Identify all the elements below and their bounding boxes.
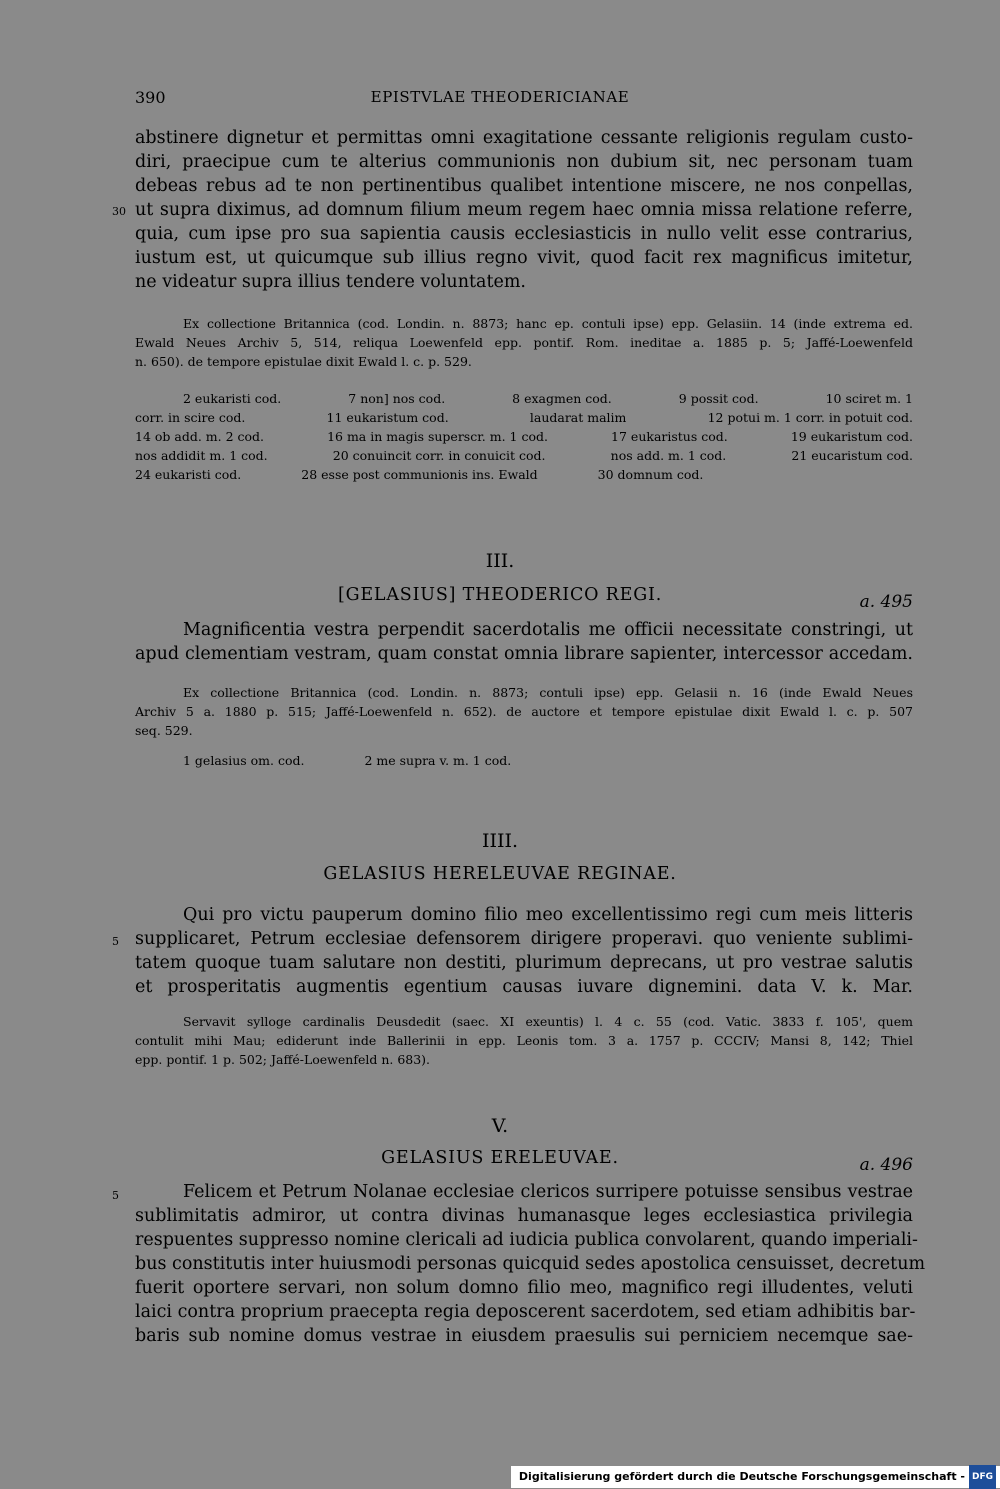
text-line: respuentes suppresso nomine clericali ad iudicia publica convolarent, quando imperiali- <box>135 1230 918 1250</box>
running-title: EPISTVLAE THEODERICIANAE <box>370 88 630 106</box>
apparatus-entry: 9 possit cod. <box>678 391 759 406</box>
text-line: Qui pro victu pauperum domino filio meo excellentissimo regi cum meis litteris <box>183 905 913 925</box>
section-title: GELASIUS ERELEUVAE. <box>381 1148 619 1168</box>
text-line: diri, praecipue cum te alterius communionis non dubium sit, nec personam tuam <box>135 152 913 172</box>
note-line: Archiv 5 a. 1880 p. 515; Jaffé-Loewenfeld n. 652). de auctore et tempore epistulae dixit Ewald l. c. p. 507 <box>135 704 913 719</box>
text-line: ne videatur supra illius tendere voluntatem. <box>135 272 526 292</box>
apparatus-entry: 12 potui m. 1 corr. in potuit cod. <box>707 410 913 425</box>
apparatus-entry: 20 conuincit corr. in conuicit cod. <box>332 448 546 463</box>
note-line: seq. 529. <box>135 723 193 738</box>
text-line: supplicaret, Petrum ecclesiae defensorem dirigere properavi. quo veniente sublimi- <box>135 929 913 949</box>
note-line: epp. pontif. 1 p. 502; Jaffé-Loewenfeld n. 683). <box>135 1052 431 1067</box>
section-number: IIII. <box>481 830 519 852</box>
text-line: Magnificentia vestra perpendit sacerdotalis me officii necessitate constringi, ut <box>183 620 913 640</box>
page-number: 390 <box>135 88 166 107</box>
text-line: quia, cum ipse pro sua sapientia causis ecclesiasticis in nullo velit esse contrarius, <box>135 224 913 244</box>
line-number-marker: 30 <box>112 205 126 218</box>
source-note-section-3 <box>135 683 913 741</box>
apparatus-entry: 21 eucaristum cod. <box>791 448 913 463</box>
footer-text: Digitalisierung gefördert durch die Deutsche Forschungsgemeinschaft - <box>518 1470 965 1483</box>
critical-apparatus-block-1 <box>135 389 913 487</box>
main-text-block-1 <box>135 126 913 298</box>
section-date: a. 496 <box>859 1155 913 1175</box>
apparatus-entry: 24 eukaristi cod. <box>135 467 242 482</box>
section-title: [GELASIUS] THEODERICO REGI. <box>337 585 663 605</box>
text-line: abstinere dignetur et permittas omni exagitatione cessante religionis regulam custo- <box>135 128 913 148</box>
main-text-section-3 <box>135 618 913 668</box>
apparatus-entry: 11 eukaristum cod. <box>326 410 449 425</box>
apparatus-entry: 2 eukaristi cod. <box>183 391 282 406</box>
apparatus-entry: 16 ma in magis superscr. m. 1 cod. <box>327 429 548 444</box>
apparatus-entry: 8 exagmen cod. <box>512 391 612 406</box>
section-title: GELASIUS HERELEUVAE REGINAE. <box>323 864 677 884</box>
section-number: V. <box>491 1115 509 1137</box>
section-date: a. 495 <box>859 592 913 612</box>
text-line: bus constitutis inter huiusmodi personas quicquid sedes apostolica censuisset, decretum <box>135 1254 926 1274</box>
text-line: apud clementiam vestram, quam constat omnia librare sapienter, intercessor accedam. <box>135 644 913 664</box>
apparatus-entry: 19 eukaristum cod. <box>790 429 913 444</box>
line-number-marker: 5 <box>112 1189 119 1202</box>
note-line: Ex collectione Britannica (cod. Londin. n. 8873; contuli ipse) epp. Gelasii n. 16 (inde Ewald Neues <box>183 685 913 700</box>
apparatus-entry: 7 non] nos cod. <box>348 391 446 406</box>
note-line: Ex collectione Britannica (cod. Londin. n. 8873; hanc ep. contuli ipse) epp. Gelasiin. 14 (inde extrema ed. <box>183 316 913 331</box>
section-number: III. <box>485 550 515 572</box>
apparatus-entry: 30 domnum cod. <box>597 467 704 482</box>
critical-apparatus-section-3 <box>135 751 913 771</box>
apparatus-entry: 1 gelasius om. cod. <box>183 753 305 768</box>
note-line: Ewald Neues Archiv 5, 514, reliqua Loewenfeld epp. pontif. Rom. ineditae a. 1885 p. 5; Jaffé-Loewenfeld <box>135 335 913 350</box>
text-line: tatem quoque tuam salutare non destiti, plurimum deprecans, ut pro vestrae salutis <box>135 953 913 973</box>
source-note-section-4 <box>135 1012 913 1070</box>
text-line: iustum est, ut quicumque sub illius regno vivit, quod facit rex magnificus imitetur, <box>135 248 913 268</box>
note-line: contulit mihi Mau; ediderunt inde Ballerinii in epp. Leonis tom. 3 a. 1757 p. CCCIV; Mansi 8, 142; Thiel <box>135 1033 913 1048</box>
source-note-block-1 <box>135 314 913 372</box>
text-line: laici contra proprium praecepta regia deposcerent sacerdotem, sed etiam adhibitis bar- <box>135 1302 916 1322</box>
apparatus-entry: corr. in scire cod. <box>135 410 246 425</box>
apparatus-entry: laudarat malim <box>529 410 627 425</box>
text-line: Felicem et Petrum Nolanae ecclesiae clericos surripere potuisse sensibus vestrae <box>183 1182 913 1202</box>
text-line: fuerit oportere servari, non solum domno filio meo, magnifico regi illudentes, veluti <box>135 1278 913 1298</box>
apparatus-entry: 28 esse post communionis ins. Ewald <box>301 467 538 482</box>
text-line: baris sub nomine domus vestrae in eiusdem praesulis sui perniciem necemque sae- <box>135 1326 913 1346</box>
apparatus-entry: 14 ob add. m. 2 cod. <box>135 429 265 444</box>
text-line: et prosperitatis augmentis egentium causas iuvare dignemini. data V. k. Mar. <box>135 977 913 997</box>
main-text-section-5 <box>135 1180 926 1352</box>
note-line: n. 650). de tempore epistulae dixit Ewald l. c. p. 529. <box>135 354 472 369</box>
main-text-section-4 <box>135 903 913 1001</box>
apparatus-entry: nos addidit m. 1 cod. <box>135 448 268 463</box>
apparatus-entry: 2 me supra v. m. 1 cod. <box>364 753 512 768</box>
text-line: debeas rebus ad te non pertinentibus qualibet intentione miscere, ne nos conpellas, <box>135 176 913 196</box>
apparatus-entry: 10 sciret m. 1 <box>825 391 913 406</box>
text-line: ut supra diximus, ad domnum filium meum regem haec omnia missa relatione referre, <box>135 200 913 220</box>
funding-footer <box>511 1466 1000 1488</box>
note-line: Servavit sylloge cardinalis Deusdedit (saec. XI exeuntis) l. 4 c. 55 (cod. Vatic. 3833 f. 105', quem <box>183 1014 913 1029</box>
line-number-marker: 5 <box>112 935 119 948</box>
text-line: sublimitatis admiror, ut contra divinas humanasque leges ecclesiastica privilegia <box>135 1206 913 1226</box>
dfg-logo-icon: DFG <box>969 1465 996 1489</box>
apparatus-entry: nos add. m. 1 cod. <box>610 448 727 463</box>
apparatus-entry: 17 eukaristus cod. <box>611 429 728 444</box>
